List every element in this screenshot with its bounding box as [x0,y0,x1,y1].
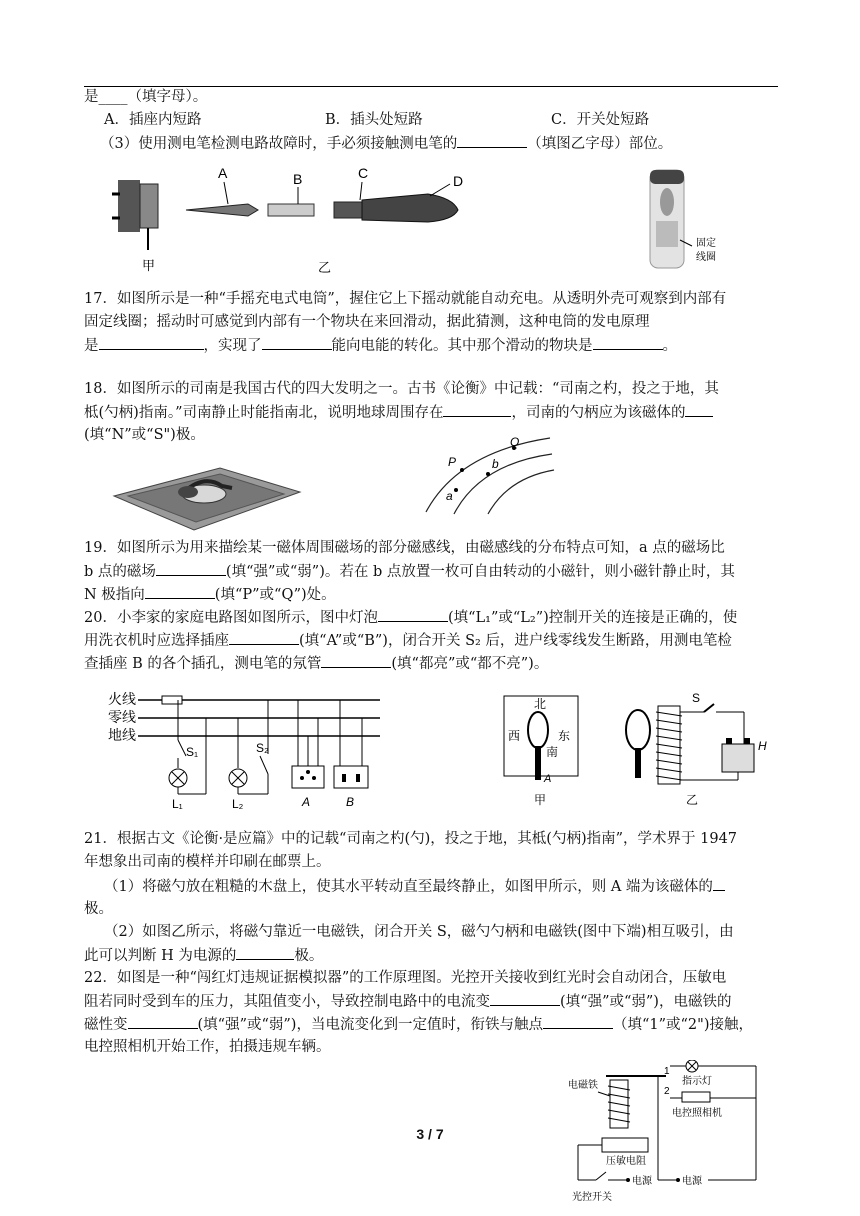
lamp-l2-label: L₂ [232,797,244,811]
ground-wire-label: 地线 [108,727,136,743]
field-label-a: a [446,489,453,503]
socket-b-label: B [346,795,355,809]
fig-jia-label: 甲 [142,258,156,273]
compass-a-label: A [544,773,552,785]
q18-line-1: 18．如图所示的司南是我国古代的四大发明之一。古书《论衡》中记载：“司南之杓，投之于地，其 [84,381,719,397]
q16-test-pen-figure [108,160,488,280]
pen-cap [362,194,458,222]
pen-spring [334,202,362,218]
fig-yi-label: 乙 [318,260,332,275]
q21-line-6: 此可以判断 H 为电源的 极。 [84,944,778,968]
q19-line-1: 19．如图所示为用来描绘某一磁体周围磁场的部分磁感线，由磁感线的分布特点可知，a 点的磁场比 [84,540,725,556]
live-wire-label: 火线 [108,691,136,707]
pen-label-c: C [358,165,369,181]
q19-line-3: N 极指向 (填“P”或“Q”)处。 [84,583,778,607]
contact-2-label: 2 [664,1086,670,1097]
electromagnet-label: 电磁铁 [568,1080,598,1091]
field-label-q: Q [510,435,520,449]
pen-neon-tube [268,204,314,216]
page-number: 3 / 7 [416,1126,444,1142]
q17-line-1: 17．如图所示是一种“手摇充电式电筒”，握住它上下摇动就能自动充电。从透明外壳可观察到内部有 [84,291,727,307]
pen-label-b: B [293,171,303,187]
q19-line-2: b 点的磁场 (填“强”或“弱”)。若在 b 点放置一枚可自由转动的小磁针，则小磁针静止时，其 [84,560,778,584]
camera-label: 电控照相机 [672,1108,722,1119]
pen-tip [186,204,258,216]
q22-line-4: 电控照相机开始工作，拍摄违规车辆。 [84,1039,331,1055]
power-1-label: 电源 [632,1176,652,1187]
switch-s2-label: S₂ [256,741,269,755]
coil-label-2: 线圈 [696,252,716,263]
socket-a-label: A [302,795,311,809]
compass-east: 东 [558,729,571,743]
q21-line-2: 年想象出司南的模样并印刷在邮票上。 [84,854,331,870]
q17-line-2: 固定线圈；摇动时可感觉到内部有一个物块在来回滑动，据此猜测，这种电筒的发电原理 [84,314,650,330]
q20-line-3: 查插座 B 的各个插孔，测电笔的氖管 (填“都亮”或“都不亮”)。 [84,652,778,676]
q21-line-4: 极。 [84,901,113,917]
q18-line-2: 柢(勺柄)指南。”司南静止时能指南北，说明地球周围存在 ，司南的勺柄应为该磁体的 [84,401,778,425]
q21-line-3: （1）将磁勺放在粗糙的木盘上，使其水平转动直至最终静止，如图甲所示，则 A 端为该磁体的 [104,875,778,899]
coil-label-1: 固定 [696,238,716,249]
q20-line-1: 20．小李家的家庭电路图如图所示，图中灯泡 (填“L₁”或“L₂”)控制开关的连接是正确的，使 [84,606,778,630]
pen-label-d: D [453,173,464,189]
q16-option-c: C．开关处短路 [551,112,650,128]
switch-s-label: S [692,691,701,705]
q22-line-2: 阻若同时受到车的压力，其阻值变小，导致控制电路中的电流变 (填“强”或“弱”)，电磁铁的 [84,990,778,1014]
q16-continuation: 是____（填字母）。 [84,89,208,105]
compass-west: 西 [508,729,521,743]
household-circuit-figure [108,684,384,812]
field-label-b: b [492,457,499,471]
q17-line-3: 是 ，实现了 能向电能的转化。其中那个滑动的物块是 。 [84,334,778,358]
q16-option-b: B．插头处短路 [325,112,423,128]
lamp-l1-label: L₁ [172,797,183,811]
q21-line-5: （2）如图乙所示，将磁勺靠近一电磁铁，闭合开关 S，磁勺勺柄和电磁铁(图中下端)相互吸引，由 [104,924,734,940]
sinan-figure [108,452,308,534]
q21-line-1: 21．根据古文《论衡·是应篇》中的记载“司南之杓(勺)，投之于地，其柢(勺柄)指南”，学术界于 1947 [84,831,738,847]
power-h-label: H [758,739,767,753]
varistor-label: 压敏电阻 [606,1156,646,1167]
plug-body [118,180,140,232]
compass-figure-jia [500,690,584,810]
contact-1-label: 1 [664,1066,670,1077]
switch-s1-label: S₁ [186,745,199,759]
light-switch-label: 光控开关 [572,1192,612,1203]
q18-line-3: (填“N”或“S")极。 [84,427,205,443]
electromagnet-yi-label: 乙 [686,793,699,807]
q16-part3: （3）使用测电笔检测电路故障时，手必须接触测电笔的 （填图乙字母）部位。 [100,132,794,156]
field-label-p: P [448,455,457,469]
power-2-label: 电源 [682,1176,702,1187]
indicator-label: 指示灯 [682,1076,712,1087]
compass-jia-label: 甲 [534,793,547,807]
flashlight-figure [636,166,736,274]
compass-north: 北 [534,697,547,711]
pen-label-a: A [218,165,228,181]
q16-option-a: A．插座内短路 [104,112,202,128]
field-lines-figure [418,434,558,516]
electromagnet-figure-yi [618,690,778,810]
neutral-wire-label: 零线 [108,709,136,725]
compass-south: 南 [546,745,559,759]
q22-line-1: 22．如图是一种“闯红灯违规证据模拟器”的工作原理图。光控开关接收到红光时会自动闭合，压敏电 [84,970,727,986]
q20-line-2: 用洗衣机时应选择插座 (填“A”或“B”)，闭合开关 S₂ 后，进户线零线发生断路，用测电笔检 [84,629,778,653]
q22-line-3: 磁性变 (填“强”或“弱”)，当电流变化到一定值时，衔铁与触点 （填“1”或“2")接触， [84,1013,778,1037]
